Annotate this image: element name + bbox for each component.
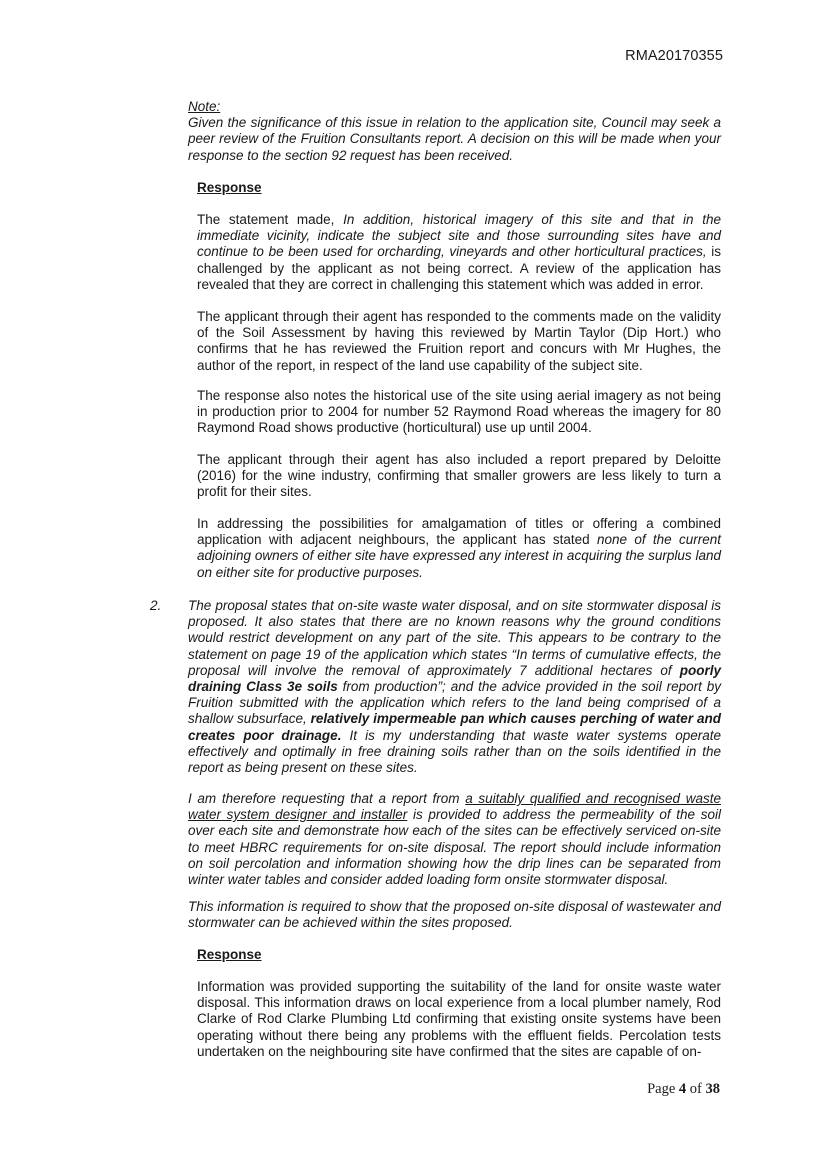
emphasis-text: poorly draining Class 3e soils [188, 662, 721, 695]
response-paragraph: In addressing the possibilities for amalgamation of titles or offering a combined application with adjacent neighbours, the applicant has stated none of the current adjoining owners of either site have expressed any interest in acquiring the surplus land on either site for productive purposes. [197, 516, 721, 580]
response-paragraph: The applicant through their agent has responded to the comments made on the validity of the Soil Assessment by having this reviewed by Martin Taylor (Dip Hort.) who confirms that he has reviewed the Fruition report and concurs with Mr Hughes, the author of the report, in respect of the land use capability of the subject site. [197, 309, 721, 373]
emphasis-text: relatively impermeable pan which causes perching of water and creates poor drainage. [188, 711, 721, 743]
request-paragraph: This information is required to show that the proposed on-site disposal of wastewater and stormwater can be achieved within the sites proposed. [188, 899, 721, 931]
response-paragraph: The statement made, In addition, historical imagery of this site and that in the immediate vicinity, indicate the subject site and those surrounding sites have and continue to be been used for orcharding, vineyards and other horticultural practices, is challenged by the applicant as not being correct. A review of the application has revealed that they are correct in challenging this statement which was added in error. [197, 212, 722, 292]
document-reference: RMA20170355 [625, 48, 723, 64]
response-heading: Response [197, 180, 262, 195]
response-paragraph: Information was provided supporting the suitability of the land for onsite waste water disposal. This information draws on local experience from a local plumber namely, Rod Clarke of Rod Clarke Plumbing Ltd confirming that existing onsite systems have been operating without there being any problems with the effluent fields. Percolation tests undertaken on the neighbouring site have confirmed that the sites are capable of on- [197, 979, 721, 1059]
note-text: Given the significance of this issue in relation to the application site, Council may seek a peer review of the Fruition Consultants report. A decision on this will be made when your response to the section 92 request has been received. [188, 115, 721, 163]
quoted-statement: In addition, historical imagery of this site and that in the immediate vicinity, indicate the subject site and those surrounding sites have and continue to be been used for orcharding, vineyards and other horticultural practices, [197, 212, 721, 260]
response-paragraph: The applicant through their agent has also included a report prepared by Deloitte (2016) for the wine industry, confirming that smaller growers are less likely to turn a profit for their sites. [197, 452, 721, 500]
request-paragraph: The proposal states that on-site waste water disposal, and on site stormwater disposal is proposed. It also states that there are no known reasons why the ground conditions would restrict development on any part of the site. This appears to be contrary to the statement on page 19 of the application which states “In terms of cumulative effects, the proposal will involve the removal of approximately 7 additional hectares of poorly draining Class 3e soils from production”; and the advice provided in the soil report by Fruition submitted with the application which refers to the land being comprised of a shallow subsurface, relatively impermeable pan which causes perching of water and creates poor drainage. It is my understanding that waste water systems operate effectively and optimally in free draining soils rather than on the soils identified in the report as being present on these sites. [188, 598, 721, 776]
response-heading: Response [197, 947, 262, 962]
quoted-statement: none of the current adjoining owners of either site have expressed any interest in acquiring the surplus land on either site for productive purposes. [197, 532, 721, 580]
response-paragraph: The response also notes the historical use of the site using aerial imagery as not being in production prior to 2004 for number 52 Raymond Road whereas the imagery for 80 Raymond Road shows productive (horticultural) use up until 2004. [197, 388, 721, 436]
item-number: 2. [150, 598, 162, 613]
note-label: Note: [188, 99, 221, 114]
request-paragraph: I am therefore requesting that a report from a suitably qualified and recognised waste water system designer and installer is provided to address the permeability of the soil over each site and demonstrate how each of the sites can be effectively serviced on-site to meet HBRC requirements for on-site disposal. The report should include information on soil percolation and information showing how the drip lines can be separated from winter water tables and consider added loading form onsite stormwater disposal. [188, 791, 721, 888]
page-number: Page 4 of 38 [647, 1081, 720, 1097]
underlined-text: a suitably qualified and recognised waste water system designer and installer [188, 791, 721, 823]
note-block [188, 99, 721, 164]
